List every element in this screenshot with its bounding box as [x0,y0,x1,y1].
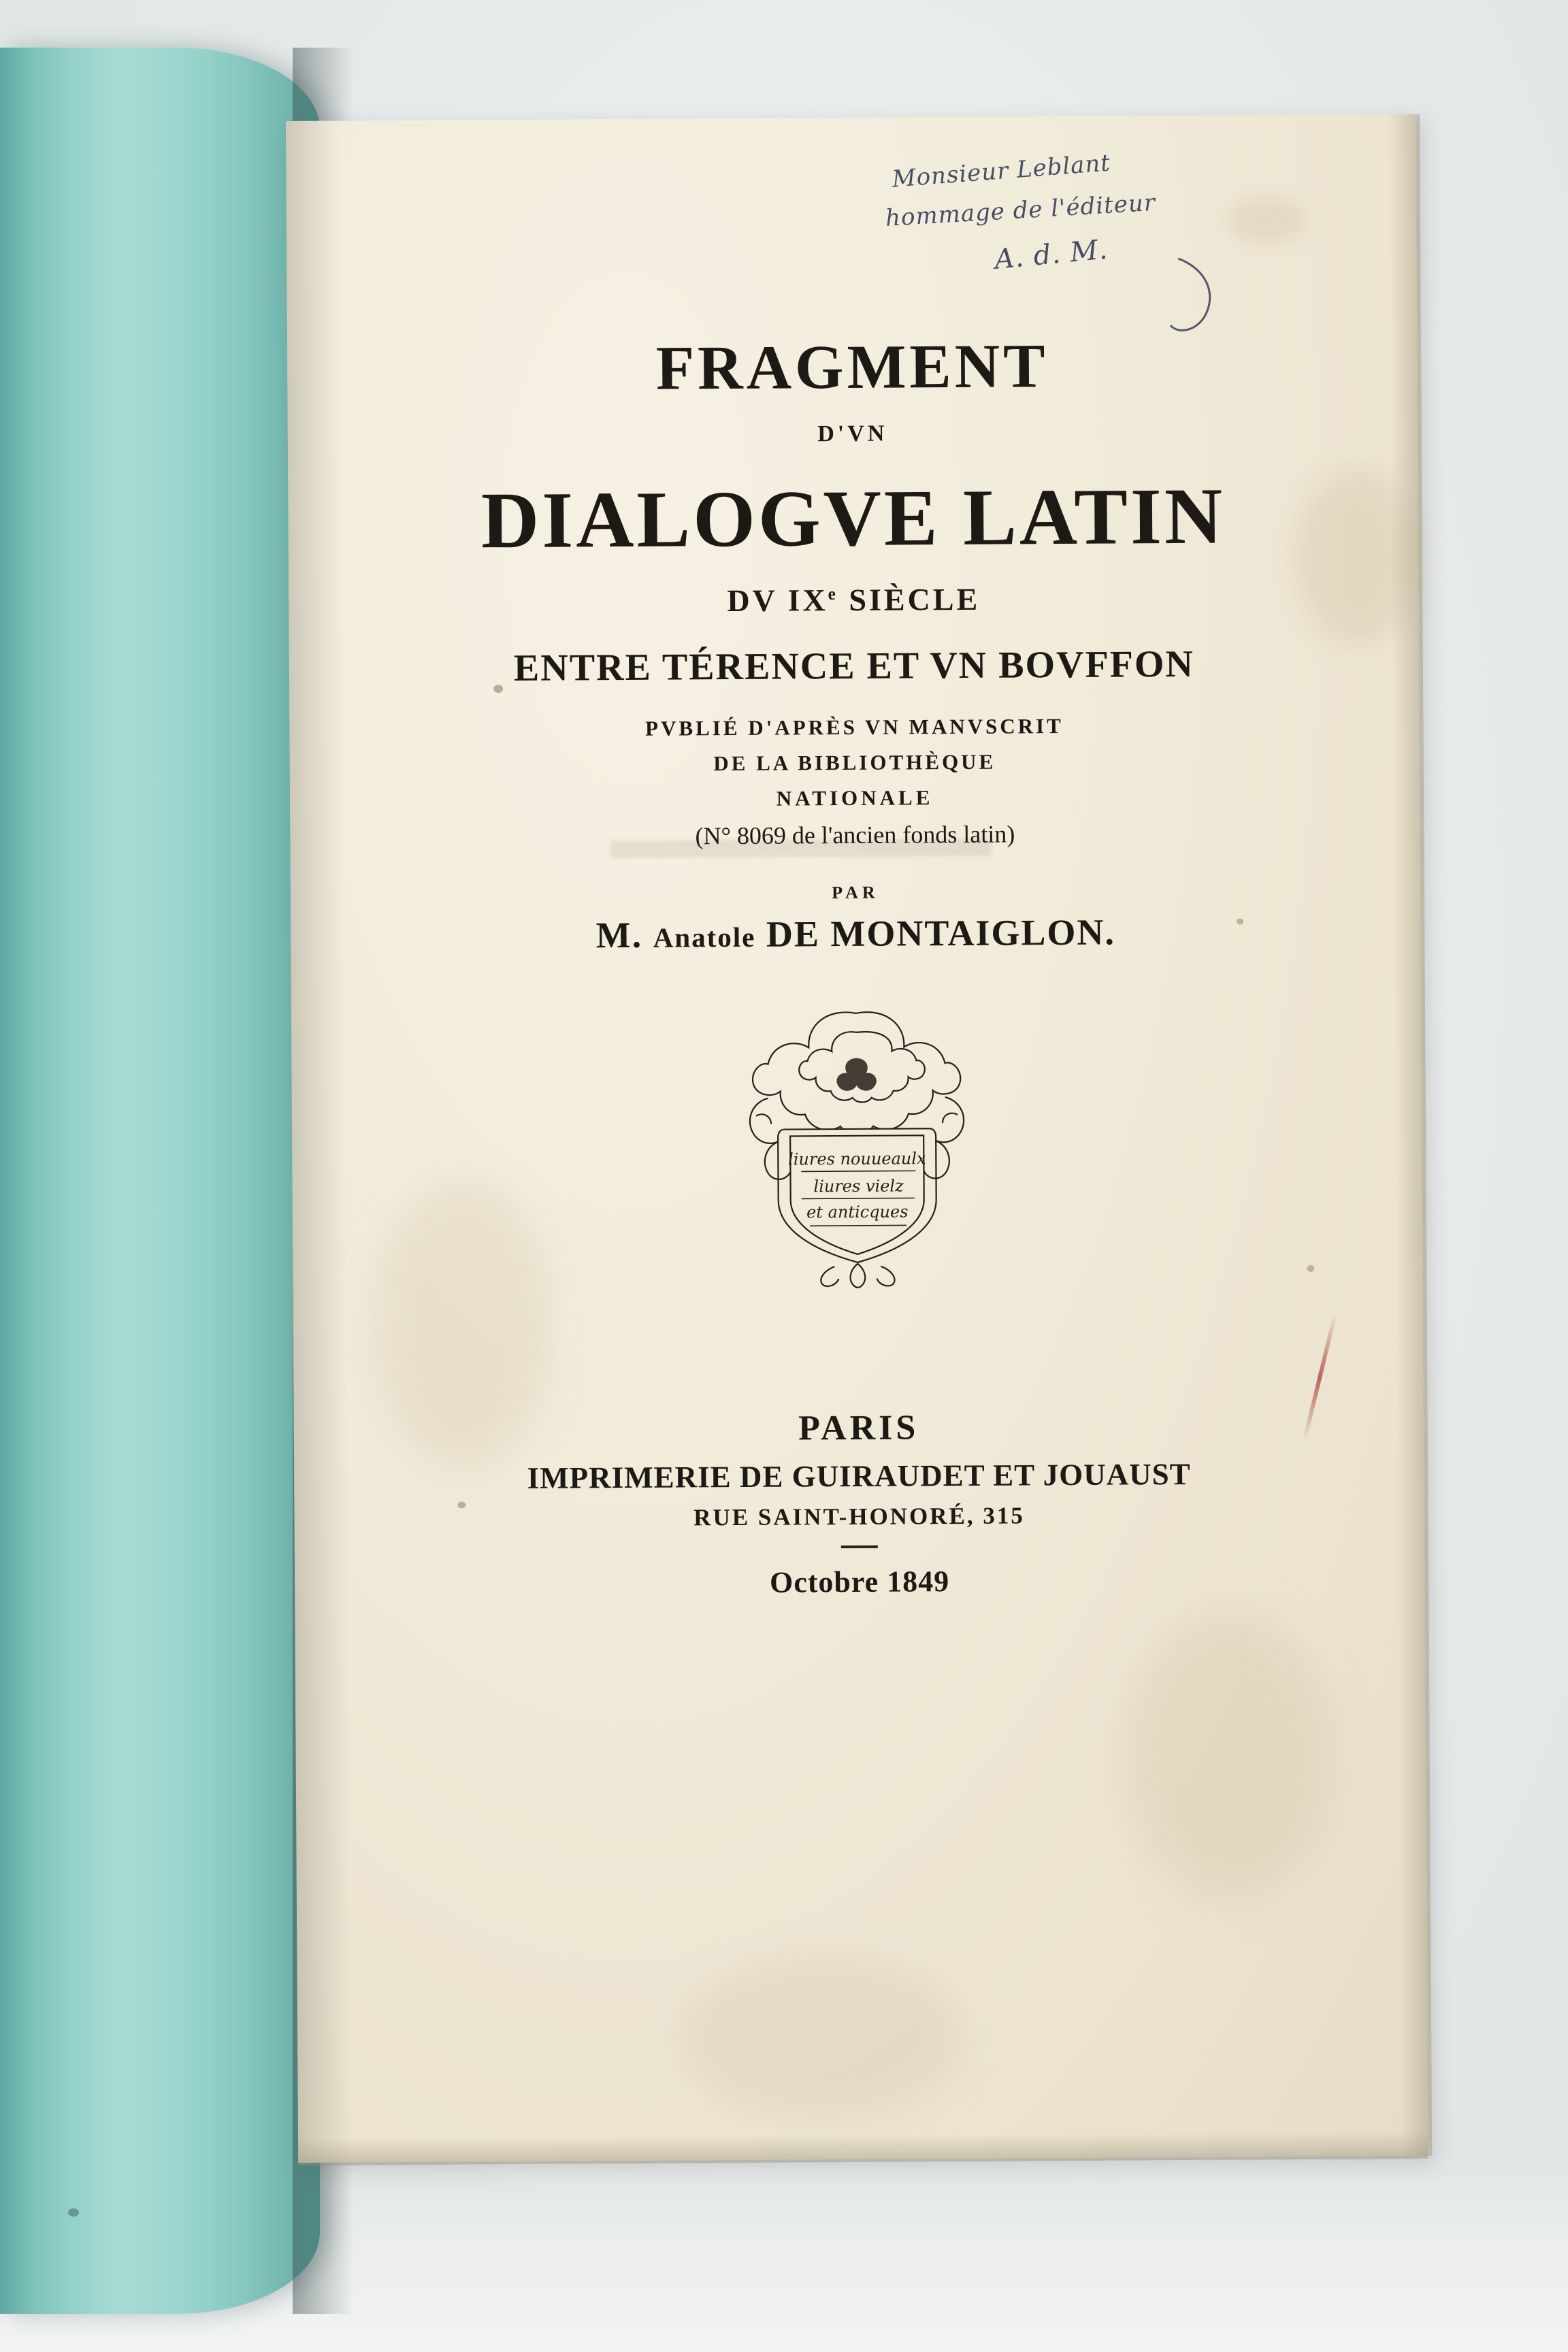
imprint-date: Octobre 1849 [769,1565,950,1599]
page-title: FRAGMENT [655,331,1049,403]
by-word: PAR [832,882,879,903]
inscription-line-2: hommage de l'éditeur [884,189,1157,232]
title-preposition: D'VN [817,421,888,447]
author-initial: M. [595,914,643,956]
foxing-stain [1125,1612,1331,1899]
title-century [289,581,1418,619]
cover-speck [68,2208,79,2217]
title-main-heading: DIALOGVE LATIN [480,471,1226,566]
inscription-line-3: A. d. M. [993,233,1110,276]
publication-note-line-1: PVBLIÉ D'APRÈS VN MANVSCRIT [645,714,1064,740]
title-page [286,114,1428,2163]
publication-note-line-2: DE LA BIBLIOTHÈQUE [713,749,996,776]
teal-paper-cover [0,48,320,2314]
author-surname: DE MONTAIGLON. [766,911,1116,955]
century-ordinal-superscript: e [828,584,838,604]
inscription-line-1: Monsieur Leblant [891,149,1112,193]
author-forename: Anatole [653,921,756,953]
title-century-text: DV IXe SIÈCLE [727,581,981,619]
vignette-motto-line-2: liures vielz [813,1176,904,1196]
vignette-motto-line-3: et anticques [806,1202,909,1222]
publication-note-line-3: NATIONALE [776,785,934,811]
foxing-spot [1307,1265,1314,1272]
printer-device-vignette [713,995,1001,1296]
imprint-city: PARIS [798,1408,919,1448]
author-name [291,912,1420,956]
foxing-stain [678,1955,964,2120]
title-subject: ENTRE TÉRENCE ET VN BOVFFON [513,642,1195,689]
vignette-motto-line-1: liures nouueaulx [788,1149,926,1169]
imprint-printer: IMPRIMERIE DE GUIRAUDET ET JOUAUST [527,1456,1191,1495]
imprint-address: RUE SAINT-HONORÉ, 315 [693,1502,1025,1531]
imprint-divider-rule [841,1546,878,1548]
foxing-stain [1226,197,1307,245]
manuscript-number: (N° 8069 de l'ancien fonds latin) [695,820,1015,850]
